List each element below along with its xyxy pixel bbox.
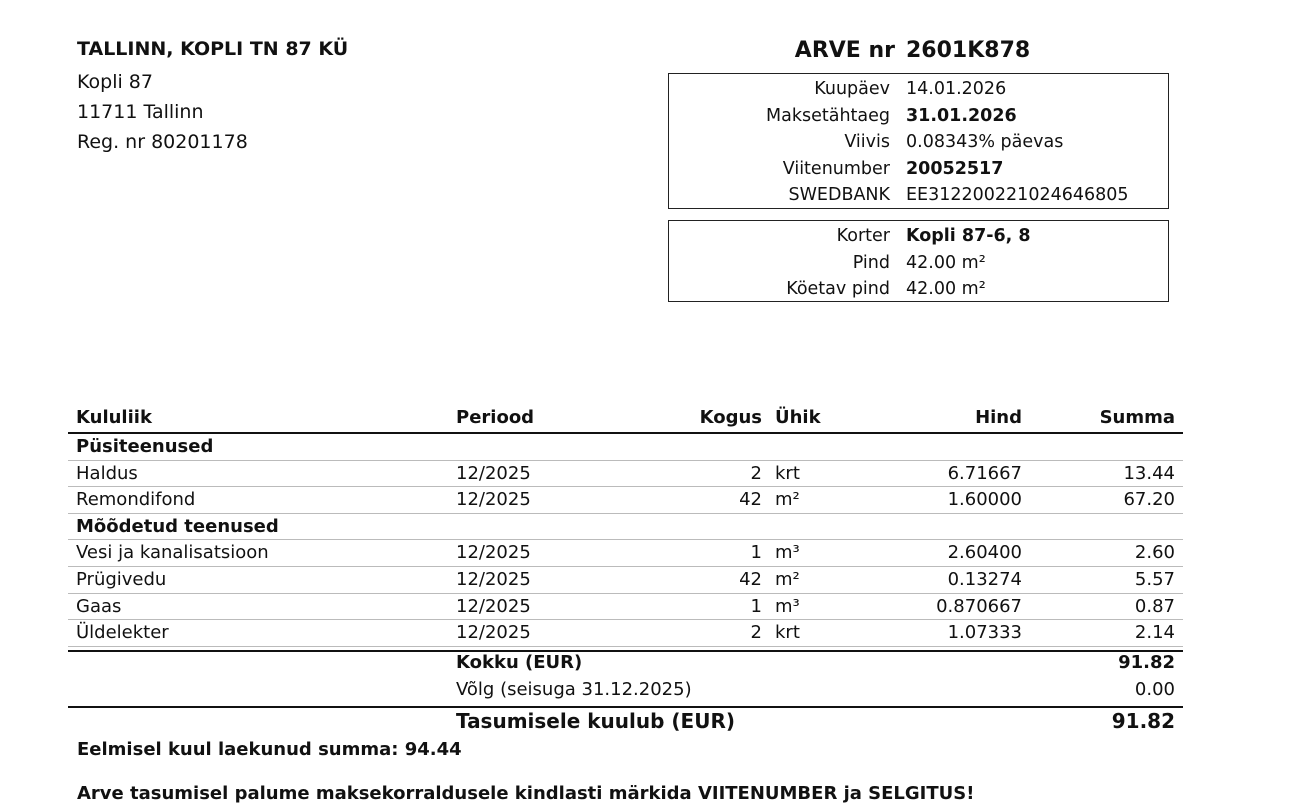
- apartment-label: Pind: [852, 252, 890, 273]
- cell-unit: m³: [775, 595, 800, 617]
- sender-address-line2: 11711 Tallinn: [77, 101, 204, 123]
- invoice-number: 2601K878: [906, 38, 1031, 63]
- cell-sum: 0.87: [1134, 595, 1175, 617]
- apartment-label: Korter: [836, 226, 890, 246]
- cell-name: Vesi ja kanalisatsioon: [76, 542, 269, 564]
- cell-sum: 5.57: [1134, 569, 1175, 590]
- cell-name: Prügivedu: [76, 569, 167, 590]
- detail-label: Viivis: [844, 132, 890, 153]
- section-title-row: [68, 434, 1183, 461]
- detail-label: Maksetähtaeg: [766, 105, 890, 126]
- cell-price: 1.60000: [947, 489, 1022, 511]
- header-price: Hind: [975, 407, 1022, 428]
- cell-price: 0.870667: [936, 595, 1022, 617]
- detail-value: 14.01.2026: [906, 79, 1007, 99]
- section-title-row: [68, 514, 1183, 541]
- cell-sum: 2.60: [1134, 542, 1175, 564]
- cell-price: 6.71667: [947, 462, 1022, 484]
- cell-unit: m²: [775, 489, 800, 511]
- cell-sum: 13.44: [1123, 462, 1175, 484]
- table-row: [68, 540, 1183, 567]
- apartment-row: [669, 223, 1168, 249]
- cell-period: 12/2025: [456, 489, 531, 511]
- cell-period: 12/2025: [456, 462, 531, 484]
- section-title: Püsiteenused: [76, 436, 214, 457]
- header-period: Periood: [456, 407, 535, 428]
- payable-divider: [68, 706, 1183, 708]
- cell-unit: krt: [775, 622, 800, 644]
- payable-label: Tasumisele kuulub (EUR): [456, 709, 735, 733]
- detail-row: [669, 156, 1168, 182]
- cell-period: 12/2025: [456, 622, 531, 644]
- cell-price: 1.07333: [947, 622, 1022, 644]
- table-row: [68, 594, 1183, 621]
- table-row: [68, 461, 1183, 488]
- cell-qty: 1: [750, 542, 762, 564]
- detail-value: 0.08343% päevas: [906, 132, 1064, 153]
- detail-label: Kuupäev: [814, 79, 890, 99]
- detail-value: EE312200221024646805: [906, 185, 1129, 206]
- payment-instruction: Arve tasumisel palume maksekorraldusele kindlasti märkida VIITENUMBER ja SELGITUS!: [77, 783, 975, 804]
- row-divider: [68, 646, 1183, 647]
- cell-qty: 42: [739, 489, 762, 511]
- detail-row: [669, 76, 1168, 102]
- apartment-row: [669, 276, 1168, 302]
- sender-reg-no: Reg. nr 80201178: [77, 131, 248, 153]
- totals-divider: [68, 650, 1183, 652]
- section-title: Mõõdetud teenused: [76, 515, 279, 537]
- detail-row: [669, 103, 1168, 129]
- total-label: Kokku (EUR): [456, 652, 583, 673]
- header-qty: Kogus: [699, 407, 762, 428]
- apartment-value: Kopli 87-6, 8: [906, 226, 1031, 246]
- header-unit: Ühik: [775, 407, 821, 428]
- apartment-value: 42.00 m²: [906, 252, 986, 273]
- cell-unit: m³: [775, 542, 800, 564]
- table-row: [68, 487, 1183, 514]
- cell-unit: krt: [775, 462, 800, 484]
- cell-sum: 67.20: [1123, 489, 1175, 511]
- cell-name: Gaas: [76, 595, 122, 617]
- table-header: [68, 405, 1183, 432]
- apartment-row: [669, 250, 1168, 276]
- cell-period: 12/2025: [456, 595, 531, 617]
- apartment-label: Köetav pind: [786, 279, 890, 300]
- cell-qty: 42: [739, 569, 762, 590]
- invoice-details-box: [668, 73, 1169, 209]
- detail-value: 31.01.2026: [906, 105, 1017, 126]
- total-value: 91.82: [1118, 652, 1175, 673]
- table-row: [68, 620, 1183, 647]
- cell-qty: 2: [750, 622, 762, 644]
- debt-label: Võlg (seisuga 31.12.2025): [456, 679, 692, 700]
- cell-qty: 2: [750, 462, 762, 484]
- detail-row: [669, 182, 1168, 208]
- header-name: Kululiik: [76, 407, 152, 428]
- header-sum: Summa: [1099, 407, 1175, 428]
- apartment-value: 42.00 m²: [906, 279, 986, 300]
- detail-label: Viitenumber: [782, 158, 890, 179]
- sender-address-line1: Kopli 87: [77, 71, 153, 93]
- cell-unit: m²: [775, 569, 800, 590]
- cell-qty: 1: [750, 595, 762, 617]
- previous-payment-note: Eelmisel kuul laekunud summa: 94.44: [77, 739, 462, 760]
- cell-price: 0.13274: [947, 569, 1022, 590]
- detail-value: 20052517: [906, 158, 1004, 179]
- table-row: [68, 567, 1183, 594]
- detail-label: SWEDBANK: [788, 185, 890, 206]
- invoice-title-label: ARVE nr: [794, 38, 895, 63]
- cell-name: Üldelekter: [76, 622, 169, 644]
- sender-name: TALLINN, KOPLI TN 87 KÜ: [77, 38, 349, 60]
- cell-price: 2.60400: [947, 542, 1022, 564]
- cell-name: Haldus: [76, 462, 138, 484]
- cell-name: Remondifond: [76, 489, 196, 511]
- cell-sum: 2.14: [1134, 622, 1175, 644]
- debt-value: 0.00: [1134, 679, 1175, 700]
- cell-period: 12/2025: [456, 542, 531, 564]
- detail-row: [669, 129, 1168, 155]
- apartment-details-box: [668, 220, 1169, 302]
- payable-value: 91.82: [1111, 709, 1175, 733]
- cell-period: 12/2025: [456, 569, 531, 590]
